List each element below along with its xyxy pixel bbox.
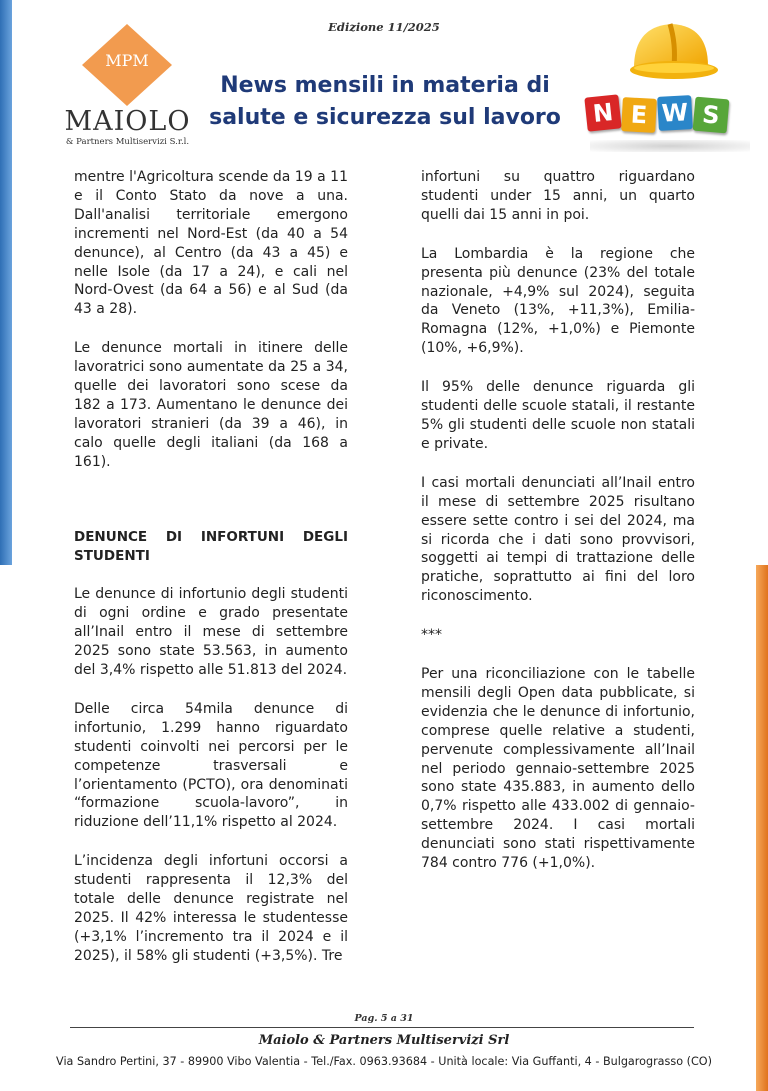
footer-company: Maiolo & Partners Multiservizi Srl xyxy=(258,1033,510,1048)
left-column xyxy=(74,168,348,966)
paragraph: Le denunce di infortunio degli studenti di ogni ordine e grado presentate all’Inail entro il mese di settembre 2025 sono state 53.563, in aumento del 3,4% rispetto alle 51.813 del 2024. xyxy=(74,586,348,679)
news-letter-n: N xyxy=(584,94,621,131)
paragraph: Per una riconciliazione con le tabelle mensili degli Open data pubblicate, si evidenzia che le denunce di infortunio, comprese quelle relative a studenti, pervenute complessivamente all’Inail nel periodo gennaio-settembre 2025 sono state 435.883, in aumento dello 0,7% rispetto alle 433.002 di gennaio-settembre 2024. I casi mortali denunciati sono stati rispettivamente 784 contro 776 (+1,0%). xyxy=(421,666,695,872)
title-line-1: News mensili in materia di xyxy=(220,73,550,98)
right-column xyxy=(421,168,695,873)
section-heading: DENUNCE DI INFORTUNI DEGLI STUDENTI xyxy=(74,528,348,564)
footer-divider xyxy=(70,1027,694,1028)
news-blocks xyxy=(586,96,728,132)
footer-address: Via Sandro Pertini, 37 - 89900 Vibo Valentia - Tel./Fax. 0963.93684 - Unità locale: Via Guffanti, 4 - Bulgarograsso (CO) xyxy=(56,1055,712,1068)
company-logo xyxy=(60,24,195,150)
paragraph: Il 95% delle denunce riguarda gli studenti delle scuole statali, il restante 5% gli studenti delle scuole non statali e private. xyxy=(421,379,695,452)
news-letter-w: W xyxy=(657,95,693,131)
logo-name: MAIOLO xyxy=(64,106,191,137)
news-shadow xyxy=(590,140,750,152)
paragraph: Delle circa 54mila denunce di infortunio, 1.299 hanno riguardato studenti coinvolti nei percorsi per le competenze trasversali e l’orientamento (PCTO), ora denominati “formazione scuola-lavoro”, in riduzione dell’11,1% rispetto al 2024. xyxy=(74,700,348,831)
left-blue-edge xyxy=(0,0,12,565)
paragraph: mentre l'Agricoltura scende da 19 a 11 e il Conto Stato da nove a una. Dall'analisi territoriale emergono incrementi nel Nord-Est (da 40 a 54 denunce), al Centro (da 43 a 45) e nelle Isole (da 17 a 24), e cali nel Nord-Ovest (da 64 a 56) e al Sud (da 43 a 28). xyxy=(74,169,348,318)
page-title xyxy=(205,70,565,134)
paragraph: L’incidenza degli infortuni occorsi a studenti rappresenta il 12,3% del totale delle denunce registrate nel 2025. Il 42% interessa le studentesse (+3,1% l’incremento tra il 2024 e il 2025), il 58% gli studenti (+3,5%). Tre xyxy=(74,853,348,964)
page-number: Pag. 5 a 31 xyxy=(354,1013,414,1024)
hard-hat-icon xyxy=(620,18,720,88)
paragraph: Le denunce mortali in itinere delle lavoratrici sono aumentate da 25 a 34, quelle dei lavoratori sono scese da 182 a 173. Aumentano le denunce dei lavoratori stranieri (da 39 a 46), in calo quelle degli italiani (da 168 a 161). xyxy=(74,340,348,470)
title-line-2: salute e sicurezza sul lavoro xyxy=(209,105,561,130)
logo-initials: MPM xyxy=(105,51,149,70)
news-letter-s: S xyxy=(693,97,730,134)
paragraph: infortuni su quattro riguardano studenti under 15 anni, un quarto quelli dai 15 anni in poi. xyxy=(421,169,695,223)
separator-stars: *** xyxy=(421,627,442,644)
paragraph: La Lombardia è la regione che presenta più denunce (23% del totale nazionale, +4,9% sul 2024), seguita da Veneto (13%, +11,3%), Emilia-Romagna (12%, +1,0%) e Piemonte (10%, +6,9%). xyxy=(421,245,695,357)
logo-subtitle: & Partners Multiservizi S.r.l. xyxy=(65,137,190,147)
edition-label: Edizione 11/2025 xyxy=(328,20,440,34)
news-letter-e: E xyxy=(621,97,657,133)
paragraph: I casi mortali denunciati all’Inail entro il mese di settembre 2025 risultano essere sette contro i sei del 2024, ma si ricorda che i dati sono provvisori, soggetti ai tempi di trattazione delle pratiche, soprattutto ai fini del loro riconoscimento. xyxy=(421,474,695,605)
